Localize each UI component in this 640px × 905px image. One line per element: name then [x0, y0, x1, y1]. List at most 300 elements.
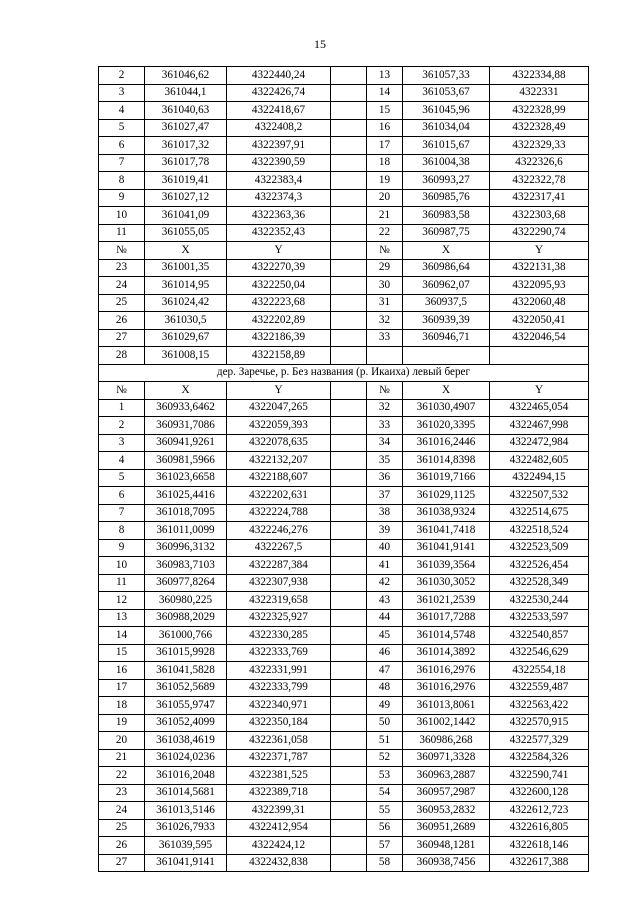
section-title: дер. Заречье, р. Без названия (р. Икаиха) левый берег [99, 364, 589, 382]
section-title-row [99, 364, 589, 382]
y-coordinate-cell: 4322530,244 [490, 592, 589, 610]
point-number-cell: 31 [367, 294, 403, 312]
x-coordinate-cell: 361039,3564 [403, 557, 490, 575]
y-coordinate-cell: 4322440,24 [227, 67, 331, 85]
y-coordinate-cell: 4322202,631 [227, 487, 331, 505]
point-number-cell: 19 [99, 714, 145, 732]
x-coordinate-cell: 361014,5681 [145, 784, 227, 802]
spacer-cell [331, 487, 367, 505]
column-header-x: X [145, 382, 227, 400]
y-coordinate-cell [490, 347, 589, 365]
column-header-number: № [367, 242, 403, 260]
table-row [99, 539, 589, 557]
y-coordinate-cell: 4322533,597 [490, 609, 589, 627]
point-number-cell: 33 [367, 329, 403, 347]
y-coordinate-cell: 4322202,89 [227, 312, 331, 330]
x-coordinate-cell: 361013,8061 [403, 697, 490, 715]
spacer-cell [331, 242, 367, 260]
spacer-cell [331, 84, 367, 102]
point-number-cell [367, 347, 403, 365]
y-coordinate-cell: 4322389,718 [227, 784, 331, 802]
y-coordinate-cell: 4322383,4 [227, 172, 331, 190]
y-coordinate-cell: 4322132,207 [227, 452, 331, 470]
table-row [99, 347, 589, 365]
x-coordinate-cell: 361015,67 [403, 137, 490, 155]
x-coordinate-cell: 360946,71 [403, 329, 490, 347]
x-coordinate-cell: 361052,5689 [145, 679, 227, 697]
x-coordinate-cell: 361014,5748 [403, 627, 490, 645]
table-row [99, 644, 589, 662]
point-number-cell: 17 [367, 137, 403, 155]
y-coordinate-cell: 4322290,74 [490, 224, 589, 242]
x-coordinate-cell: 361038,4619 [145, 732, 227, 750]
y-coordinate-cell: 4322250,04 [227, 277, 331, 295]
point-number-cell: 2 [99, 67, 145, 85]
table-row [99, 102, 589, 120]
x-coordinate-cell: 361055,05 [145, 224, 227, 242]
column-header-y: Y [490, 382, 589, 400]
x-coordinate-cell: 360981,5966 [145, 452, 227, 470]
x-coordinate-cell: 361052,4099 [145, 714, 227, 732]
y-coordinate-cell: 4322528,349 [490, 574, 589, 592]
x-coordinate-cell: 361019,7166 [403, 469, 490, 487]
point-number-cell: 30 [367, 277, 403, 295]
y-coordinate-cell: 4322340,971 [227, 697, 331, 715]
x-coordinate-cell: 360963,2887 [403, 767, 490, 785]
point-number-cell: 15 [367, 102, 403, 120]
point-number-cell: 46 [367, 644, 403, 662]
point-number-cell: 47 [367, 662, 403, 680]
y-coordinate-cell: 4322319,658 [227, 592, 331, 610]
x-coordinate-cell: 361004,38 [403, 154, 490, 172]
point-number-cell: 49 [367, 697, 403, 715]
point-number-cell: 9 [99, 189, 145, 207]
point-number-cell: 23 [99, 259, 145, 277]
point-number-cell: 57 [367, 837, 403, 855]
y-coordinate-cell: 4322131,38 [490, 259, 589, 277]
page-number: 15 [314, 37, 326, 51]
point-number-cell: 18 [367, 154, 403, 172]
spacer-cell [331, 504, 367, 522]
x-coordinate-cell: 361046,62 [145, 67, 227, 85]
point-number-cell: 55 [367, 802, 403, 820]
y-coordinate-cell: 4322465,054 [490, 399, 589, 417]
x-coordinate-cell: 361027,47 [145, 119, 227, 137]
x-coordinate-cell: 360983,7103 [145, 557, 227, 575]
x-coordinate-cell: 361025,4416 [145, 487, 227, 505]
y-coordinate-cell: 4322059,393 [227, 417, 331, 435]
spacer-cell [331, 644, 367, 662]
point-number-cell: 34 [367, 434, 403, 452]
y-coordinate-cell: 4322267,5 [227, 539, 331, 557]
point-number-cell: 27 [99, 329, 145, 347]
x-coordinate-cell: 360937,5 [403, 294, 490, 312]
point-number-cell: 18 [99, 697, 145, 715]
point-number-cell: 22 [367, 224, 403, 242]
x-coordinate-cell: 361045,96 [403, 102, 490, 120]
spacer-cell [331, 749, 367, 767]
y-coordinate-cell: 4322224,788 [227, 504, 331, 522]
point-number-cell: 44 [367, 609, 403, 627]
point-number-cell: 53 [367, 767, 403, 785]
point-number-cell: 58 [367, 854, 403, 872]
point-number-cell: 37 [367, 487, 403, 505]
spacer-cell [331, 172, 367, 190]
table-row [99, 487, 589, 505]
table-row [99, 854, 589, 872]
point-number-cell: 43 [367, 592, 403, 610]
spacer-cell [331, 802, 367, 820]
table-row [99, 224, 589, 242]
spacer-cell [331, 837, 367, 855]
column-header-number: № [99, 242, 145, 260]
table-row [99, 207, 589, 225]
table-row [99, 837, 589, 855]
x-coordinate-cell: 360986,64 [403, 259, 490, 277]
y-coordinate-cell: 4322078,635 [227, 434, 331, 452]
y-coordinate-cell: 4322518,524 [490, 522, 589, 540]
table-row [99, 189, 589, 207]
table-row [99, 819, 589, 837]
table-row [99, 732, 589, 750]
point-number-cell: 6 [99, 137, 145, 155]
y-coordinate-cell: 4322047,265 [227, 399, 331, 417]
y-coordinate-cell: 4322618,146 [490, 837, 589, 855]
y-coordinate-cell: 4322616,805 [490, 819, 589, 837]
y-coordinate-cell: 4322328,49 [490, 119, 589, 137]
x-coordinate-cell: 360996,3132 [145, 539, 227, 557]
point-number-cell: 16 [367, 119, 403, 137]
x-coordinate-cell: 360980,225 [145, 592, 227, 610]
point-number-cell: 35 [367, 452, 403, 470]
x-coordinate-cell: 361011,0099 [145, 522, 227, 540]
table-row [99, 592, 589, 610]
y-coordinate-cell: 4322325,927 [227, 609, 331, 627]
point-number-cell: 24 [99, 802, 145, 820]
spacer-cell [331, 189, 367, 207]
x-coordinate-cell: 360939,39 [403, 312, 490, 330]
column-header-number: № [367, 382, 403, 400]
y-coordinate-cell: 4322186,39 [227, 329, 331, 347]
y-coordinate-cell: 4322570,915 [490, 714, 589, 732]
y-coordinate-cell: 4322563,422 [490, 697, 589, 715]
table-row [99, 679, 589, 697]
x-coordinate-cell: 361034,04 [403, 119, 490, 137]
spacer-cell [331, 137, 367, 155]
x-coordinate-cell: 361027,12 [145, 189, 227, 207]
x-coordinate-cell: 361030,3052 [403, 574, 490, 592]
x-coordinate-cell: 360938,7456 [403, 854, 490, 872]
y-coordinate-cell: 4322329,33 [490, 137, 589, 155]
y-coordinate-cell: 4322617,388 [490, 854, 589, 872]
y-coordinate-cell: 4322408,2 [227, 119, 331, 137]
column-header-number: № [99, 382, 145, 400]
point-number-cell: 32 [367, 312, 403, 330]
spacer-cell [331, 207, 367, 225]
y-coordinate-cell: 4322328,99 [490, 102, 589, 120]
point-number-cell: 25 [99, 819, 145, 837]
point-number-cell: 36 [367, 469, 403, 487]
point-number-cell: 29 [367, 259, 403, 277]
spacer-cell [331, 574, 367, 592]
point-number-cell: 52 [367, 749, 403, 767]
x-coordinate-cell: 360953,2832 [403, 802, 490, 820]
x-coordinate-cell: 361017,32 [145, 137, 227, 155]
table-row [99, 609, 589, 627]
x-coordinate-cell: 361002,1442 [403, 714, 490, 732]
spacer-cell [331, 767, 367, 785]
column-header-y: Y [227, 242, 331, 260]
point-number-cell: 33 [367, 417, 403, 435]
x-coordinate-cell: 361026,7933 [145, 819, 227, 837]
spacer-cell [331, 224, 367, 242]
point-number-cell: 56 [367, 819, 403, 837]
point-number-cell: 14 [99, 627, 145, 645]
spacer-cell [331, 522, 367, 540]
x-coordinate-cell: 361016,2048 [145, 767, 227, 785]
y-coordinate-cell: 4322390,59 [227, 154, 331, 172]
x-coordinate-cell: 361001,35 [145, 259, 227, 277]
point-number-cell: 24 [99, 277, 145, 295]
x-coordinate-cell: 361029,1125 [403, 487, 490, 505]
table-row [99, 137, 589, 155]
y-coordinate-cell: 4322352,43 [227, 224, 331, 242]
spacer-cell [331, 259, 367, 277]
spacer-cell [331, 732, 367, 750]
x-coordinate-cell: 361053,67 [403, 84, 490, 102]
point-number-cell: 2 [99, 417, 145, 435]
y-coordinate-cell: 4322426,74 [227, 84, 331, 102]
x-coordinate-cell: 361017,7288 [403, 609, 490, 627]
x-coordinate-cell: 361013,5146 [145, 802, 227, 820]
y-coordinate-cell: 4322424,12 [227, 837, 331, 855]
y-coordinate-cell: 4322326,6 [490, 154, 589, 172]
table-row [99, 749, 589, 767]
spacer-cell [331, 67, 367, 85]
spacer-cell [331, 714, 367, 732]
x-coordinate-cell: 361041,7418 [403, 522, 490, 540]
spacer-cell [331, 119, 367, 137]
point-number-cell: 21 [99, 749, 145, 767]
y-coordinate-cell: 4322303,68 [490, 207, 589, 225]
column-header-x: X [145, 242, 227, 260]
point-number-cell: 5 [99, 469, 145, 487]
point-number-cell: 27 [99, 854, 145, 872]
table-row [99, 259, 589, 277]
y-coordinate-cell: 4322559,487 [490, 679, 589, 697]
table-row [99, 802, 589, 820]
x-coordinate-cell: 361021,2539 [403, 592, 490, 610]
x-coordinate-cell: 360931,7086 [145, 417, 227, 435]
y-coordinate-cell: 4322399,31 [227, 802, 331, 820]
y-coordinate-cell: 4322330,285 [227, 627, 331, 645]
x-coordinate-cell: 361029,67 [145, 329, 227, 347]
point-number-cell: 51 [367, 732, 403, 750]
x-coordinate-cell: 361041,09 [145, 207, 227, 225]
table-row [99, 452, 589, 470]
spacer-cell [331, 382, 367, 400]
table-row [99, 172, 589, 190]
point-number-cell: 39 [367, 522, 403, 540]
y-coordinate-cell: 4322158,89 [227, 347, 331, 365]
table-row [99, 557, 589, 575]
column-header-y: Y [227, 382, 331, 400]
table-row [99, 522, 589, 540]
x-coordinate-cell: 360988,2029 [145, 609, 227, 627]
spacer-cell [331, 399, 367, 417]
y-coordinate-cell: 4322363,36 [227, 207, 331, 225]
point-number-cell: 15 [99, 644, 145, 662]
spacer-cell [331, 854, 367, 872]
x-coordinate-cell: 361014,3892 [403, 644, 490, 662]
spacer-cell [331, 469, 367, 487]
y-coordinate-cell: 4322334,88 [490, 67, 589, 85]
x-coordinate-cell: 360962,07 [403, 277, 490, 295]
point-number-cell: 7 [99, 154, 145, 172]
x-coordinate-cell: 361008,15 [145, 347, 227, 365]
x-coordinate-cell: 361016,2446 [403, 434, 490, 452]
table-row [99, 767, 589, 785]
point-number-cell: 3 [99, 434, 145, 452]
spacer-cell [331, 819, 367, 837]
table-row [99, 277, 589, 295]
point-number-cell: 20 [367, 189, 403, 207]
y-coordinate-cell: 4322287,384 [227, 557, 331, 575]
y-coordinate-cell: 4322412,954 [227, 819, 331, 837]
y-coordinate-cell: 4322612,723 [490, 802, 589, 820]
point-number-cell: 22 [99, 767, 145, 785]
x-coordinate-cell: 360957,2987 [403, 784, 490, 802]
y-coordinate-cell: 4322307,938 [227, 574, 331, 592]
spacer-cell [331, 347, 367, 365]
point-number-cell: 1 [99, 399, 145, 417]
point-number-cell: 5 [99, 119, 145, 137]
point-number-cell: 28 [99, 347, 145, 365]
point-number-cell: 7 [99, 504, 145, 522]
coordinates-table-body [99, 67, 589, 872]
y-coordinate-cell: 4322523,509 [490, 539, 589, 557]
y-coordinate-cell: 4322472,984 [490, 434, 589, 452]
y-coordinate-cell: 4322514,675 [490, 504, 589, 522]
header-row [99, 382, 589, 400]
y-coordinate-cell: 4322322,78 [490, 172, 589, 190]
y-coordinate-cell: 4322371,787 [227, 749, 331, 767]
x-coordinate-cell: 361018,7095 [145, 504, 227, 522]
table-row [99, 119, 589, 137]
spacer-cell [331, 592, 367, 610]
x-coordinate-cell: 361041,5828 [145, 662, 227, 680]
table-row [99, 417, 589, 435]
point-number-cell: 3 [99, 84, 145, 102]
y-coordinate-cell: 4322095,93 [490, 277, 589, 295]
x-coordinate-cell: 361030,5 [145, 312, 227, 330]
y-coordinate-cell: 4322432,838 [227, 854, 331, 872]
point-number-cell: 11 [99, 574, 145, 592]
y-coordinate-cell: 4322397,91 [227, 137, 331, 155]
y-coordinate-cell: 4322050,41 [490, 312, 589, 330]
point-number-cell: 45 [367, 627, 403, 645]
y-coordinate-cell: 4322584,326 [490, 749, 589, 767]
point-number-cell: 12 [99, 592, 145, 610]
y-coordinate-cell: 4322467,998 [490, 417, 589, 435]
y-coordinate-cell: 4322418,67 [227, 102, 331, 120]
spacer-cell [331, 557, 367, 575]
point-number-cell: 9 [99, 539, 145, 557]
table-row [99, 697, 589, 715]
point-number-cell: 19 [367, 172, 403, 190]
column-header-x: X [403, 242, 490, 260]
y-coordinate-cell: 4322317,41 [490, 189, 589, 207]
x-coordinate-cell: 361014,95 [145, 277, 227, 295]
y-coordinate-cell: 4322554,18 [490, 662, 589, 680]
spacer-cell [331, 312, 367, 330]
spacer-cell [331, 539, 367, 557]
y-coordinate-cell: 4322270,39 [227, 259, 331, 277]
point-number-cell: 21 [367, 207, 403, 225]
table-row [99, 312, 589, 330]
spacer-cell [331, 102, 367, 120]
spacer-cell [331, 417, 367, 435]
y-coordinate-cell: 4322361,058 [227, 732, 331, 750]
x-coordinate-cell: 361040,63 [145, 102, 227, 120]
x-coordinate-cell: 361017,78 [145, 154, 227, 172]
table-row [99, 784, 589, 802]
point-number-cell: 8 [99, 172, 145, 190]
column-header-y: Y [490, 242, 589, 260]
y-coordinate-cell: 4322590,741 [490, 767, 589, 785]
x-coordinate-cell: 361038,9324 [403, 504, 490, 522]
x-coordinate-cell: 360951,2689 [403, 819, 490, 837]
point-number-cell: 26 [99, 837, 145, 855]
x-coordinate-cell: 361016,2976 [403, 662, 490, 680]
point-number-cell: 10 [99, 207, 145, 225]
table-row [99, 154, 589, 172]
spacer-cell [331, 329, 367, 347]
table-row [99, 329, 589, 347]
point-number-cell: 13 [367, 67, 403, 85]
y-coordinate-cell: 4322577,329 [490, 732, 589, 750]
point-number-cell: 26 [99, 312, 145, 330]
y-coordinate-cell: 4322331,991 [227, 662, 331, 680]
y-coordinate-cell: 4322331 [490, 84, 589, 102]
point-number-cell: 23 [99, 784, 145, 802]
x-coordinate-cell: 360948,1281 [403, 837, 490, 855]
spacer-cell [331, 294, 367, 312]
point-number-cell: 25 [99, 294, 145, 312]
x-coordinate-cell: 361015,9928 [145, 644, 227, 662]
point-number-cell: 8 [99, 522, 145, 540]
table-row [99, 662, 589, 680]
spacer-cell [331, 434, 367, 452]
x-coordinate-cell: 361055,9747 [145, 697, 227, 715]
spacer-cell [331, 679, 367, 697]
table-row [99, 469, 589, 487]
table-row [99, 574, 589, 592]
y-coordinate-cell: 4322482,605 [490, 452, 589, 470]
x-coordinate-cell: 361024,0236 [145, 749, 227, 767]
point-number-cell: 6 [99, 487, 145, 505]
x-coordinate-cell: 361019,41 [145, 172, 227, 190]
point-number-cell: 4 [99, 102, 145, 120]
table-row [99, 294, 589, 312]
point-number-cell: 13 [99, 609, 145, 627]
x-coordinate-cell: 360971,3328 [403, 749, 490, 767]
y-coordinate-cell: 4322333,799 [227, 679, 331, 697]
y-coordinate-cell: 4322526,454 [490, 557, 589, 575]
table-row [99, 627, 589, 645]
y-coordinate-cell: 4322540,857 [490, 627, 589, 645]
x-coordinate-cell: 361041,9141 [145, 854, 227, 872]
